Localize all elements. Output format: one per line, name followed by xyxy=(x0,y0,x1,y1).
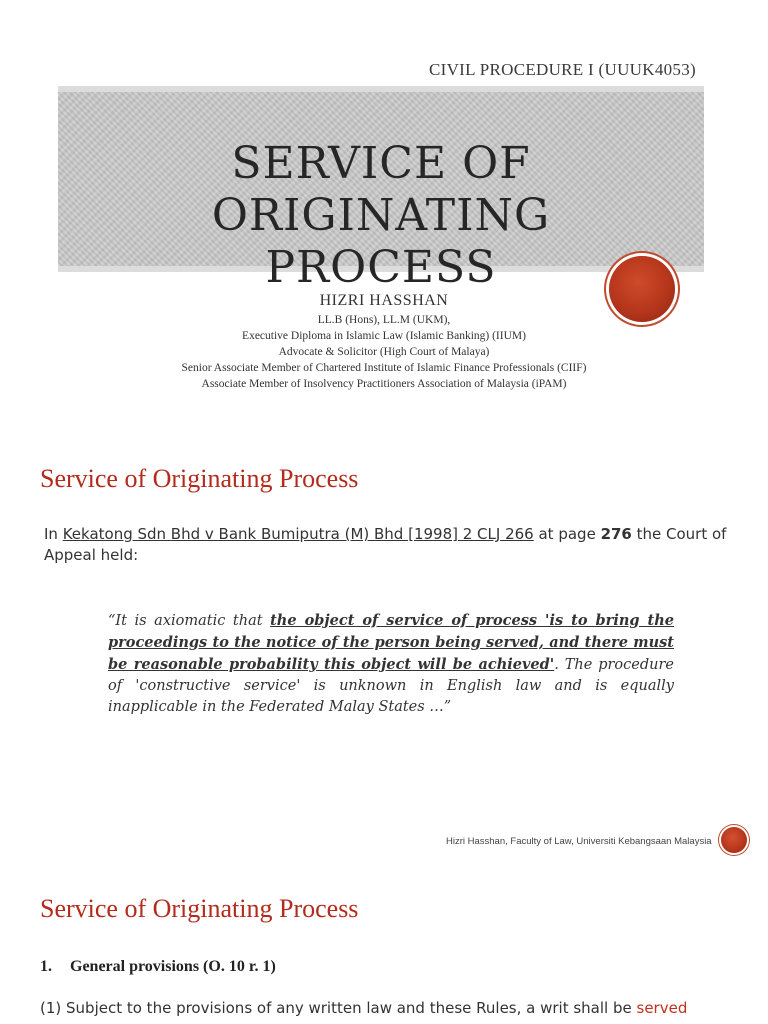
intro-mid: at page xyxy=(533,525,601,543)
provision-paragraph xyxy=(40,998,730,1019)
intro-paragraph xyxy=(44,524,734,566)
quote-open: “It is axiomatic that xyxy=(108,613,271,629)
slide-title xyxy=(58,138,704,294)
credential-line: Advocate & Solicitor (High Court of Malaya) xyxy=(278,346,490,358)
quote-slide xyxy=(0,440,768,860)
item-number: 1. xyxy=(40,958,52,975)
title-slide xyxy=(0,0,768,420)
footer-disc-icon xyxy=(721,827,747,853)
quote-rest: . The procedure of 'constructive service' is unknown in English law and is equally inapplicable in the Federated Malay States …” xyxy=(108,657,674,715)
credential-line: Executive Diploma in Islamic Law (Islamic Banking) (IIUM) xyxy=(242,330,526,342)
quote-emphasis: the object of service of process 'is to bring the proceedings to the notice of the person being served, and there must be reasonable probability this object will be achieved' xyxy=(108,612,674,673)
slide-footer: Hizri Hasshan, Faculty of Law, Universiti Kebangsaan Malaysia xyxy=(446,836,712,847)
intro-suffix: the Court of Appeal held: xyxy=(44,525,727,564)
provisions-slide xyxy=(0,880,768,1024)
intro-prefix: In xyxy=(44,525,63,543)
credential-line: Senior Associate Member of Chartered Institute of Islamic Finance Professionals (CIIF) xyxy=(181,362,587,374)
item-title: General provisions (O. 10 r. 1) xyxy=(70,958,276,975)
title-band xyxy=(58,86,704,293)
judgment-quote xyxy=(108,610,674,718)
para-highlight: served xyxy=(636,999,688,1017)
title-line-1: SERVICE OF ORIGINATING xyxy=(211,138,551,241)
credential-line: Associate Member of Insolvency Practitioners Association of Malaysia (iPAM) xyxy=(201,378,567,390)
author-block xyxy=(0,292,768,392)
para-text: (1) Subject to the provisions of any written law and these Rules, a writ shall be xyxy=(40,999,637,1017)
case-citation: Kekatong Sdn Bhd v Bank Bumiputra (M) Bhd [1998] 2 CLJ 266 xyxy=(62,525,534,543)
title-line-2: PROCESS xyxy=(265,242,497,293)
slide-heading: Service of Originating Process xyxy=(40,464,359,493)
provision-title xyxy=(40,958,276,976)
credential-line: LL.B (Hons), LL.M (UKM), xyxy=(317,314,451,326)
slide-heading: Service of Originating Process xyxy=(40,894,359,923)
course-code: CIVIL PROCEDURE I (UUUK4053) xyxy=(428,60,696,79)
author-name: HIZRI HASSHAN xyxy=(319,292,449,309)
page-number: 276 xyxy=(600,525,632,543)
